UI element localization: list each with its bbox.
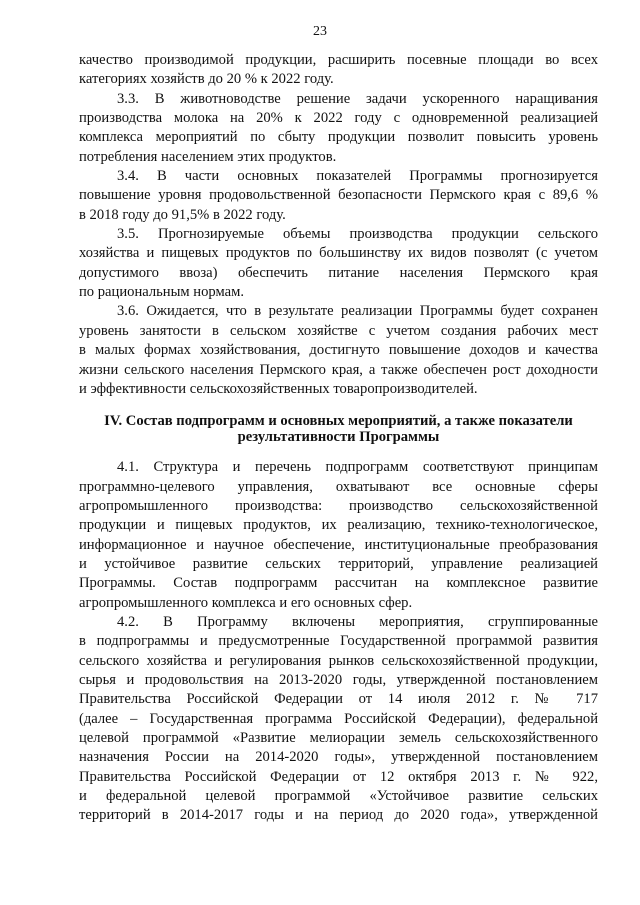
paragraph-line: агропромышленного производства: производство сельскохозяйственной <box>79 497 598 514</box>
paragraph-line: сырья и продовольствия на 2013-2020 годы, утвержденной постановлением <box>79 671 598 688</box>
paragraph-p-3-6 <box>79 302 598 399</box>
page-number: 23 <box>313 24 327 39</box>
paragraph-line: агропромышленного комплекса и его основных сфер. <box>79 594 413 611</box>
section-4-paragraphs <box>79 458 598 826</box>
paragraph-line: продукции и пищевых продуктов, их реализацию, технико-технологическое, <box>79 517 598 534</box>
paragraph-p-4-1 <box>79 458 598 613</box>
paragraph-line: хозяйства и пищевых продуктов по большинству их видов позволят (с учетом <box>79 245 598 262</box>
paragraph-p-3-5 <box>79 225 598 302</box>
document-body <box>79 51 598 826</box>
paragraph-line: (далее – Государственная программа Российской Федерации), федеральной <box>79 710 598 727</box>
paragraph-line: 4.2. В Программу включены мероприятия, сгруппированные <box>117 613 598 630</box>
paragraph-line: потребления населением этих продуктов. <box>79 148 337 165</box>
paragraph-line: 3.3. В животноводстве решение задачи ускоренного наращивания <box>117 90 598 107</box>
paragraph-line: качество производимой продукции, расширить посевные площади во всех <box>79 52 598 68</box>
paragraph-line: 3.6. Ожидается, что в результате реализации Программы будет сохранен <box>117 303 598 320</box>
paragraph-line: в 2018 году до 91,5% в 2022 году. <box>79 206 286 223</box>
paragraph-p-4-2 <box>79 613 598 826</box>
paragraph-line: жизни сельского населения Пермского края, а также обеспечен рост доходности <box>79 361 598 378</box>
paragraph-line: информационное и научное обеспечение, институциональные преобразования <box>79 536 598 553</box>
paragraph-line: целевой программой «Развитие мелиорации земель сельскохозяйственного <box>79 730 598 746</box>
paragraph-line: Правительства Российской Федерации от 14 июля 2012 г. № 717 <box>79 691 598 708</box>
paragraph-line: в подпрограммы и предусмотренные Государственной программой развития <box>79 633 598 650</box>
paragraph-line: производства молока на 20% к 2022 году с одновременной реализацией <box>79 110 598 127</box>
paragraph-p-3-2-cont <box>79 51 598 90</box>
paragraph-line: уровень занятости в сельском хозяйстве с учетом создания рабочих мест <box>79 322 598 339</box>
paragraph-line: и эффективности сельскохозяйственных товаропроизводителей. <box>79 380 478 397</box>
paragraph-line: и устойчивое развитие сельских территорий, управление реализацией <box>79 555 598 572</box>
paragraph-line: допустимого ввоза) обеспечить питание населения Пермского края <box>79 264 598 281</box>
paragraph-line: повышение уровня продовольственной безопасности Пермского края с 89,6 % <box>79 187 598 204</box>
paragraph-line: Программы. Состав подпрограмм рассчитан на комплексное развитие <box>79 575 598 592</box>
section-heading <box>79 413 598 445</box>
paragraph-line: по рациональным нормам. <box>79 284 244 301</box>
paragraph-line: территорий в 2014-2017 годы и на период до 2020 года», утвержденной <box>79 807 598 824</box>
paragraph-line: программно-целевого управления, охватывают все основные сферы <box>79 478 598 495</box>
paragraph-line: комплекса мероприятий по сбыту продукции позволит повысить уровень <box>79 129 598 146</box>
paragraph-line: категориях хозяйств до 20 % к 2022 году. <box>79 71 334 88</box>
paragraph-line: и федеральной целевой программой «Устойчивое развитие сельских <box>79 788 598 805</box>
paragraph-line: 4.1. Структура и перечень подпрограмм соответствуют принципам <box>117 459 598 476</box>
paragraph-line: 3.4. В части основных показателей Программы прогнозируется <box>117 168 598 185</box>
section-heading-line: результативности Программы <box>237 429 440 446</box>
paragraph-line: назначения России на 2014-2020 годы», утвержденной постановлением <box>79 749 598 766</box>
paragraph-line: сельского хозяйства и регулирования рынков сельскохозяйственной продукции, <box>79 652 598 669</box>
paragraph-line: 3.5. Прогнозируемые объемы производства продукции сельского <box>117 226 598 243</box>
paragraph-p-3-4 <box>79 167 598 225</box>
paragraph-line: в малых формах хозяйствования, достигнуто повышение доходов и качества <box>79 342 598 359</box>
section-heading-line: IV. Состав подпрограмм и основных мероприятий, а также показатели <box>104 413 573 430</box>
section-3-paragraphs <box>79 51 598 399</box>
paragraph-p-3-3 <box>79 90 598 167</box>
paragraph-line: Правительства Российской Федерации от 12 октября 2013 г. № 922, <box>79 768 598 785</box>
